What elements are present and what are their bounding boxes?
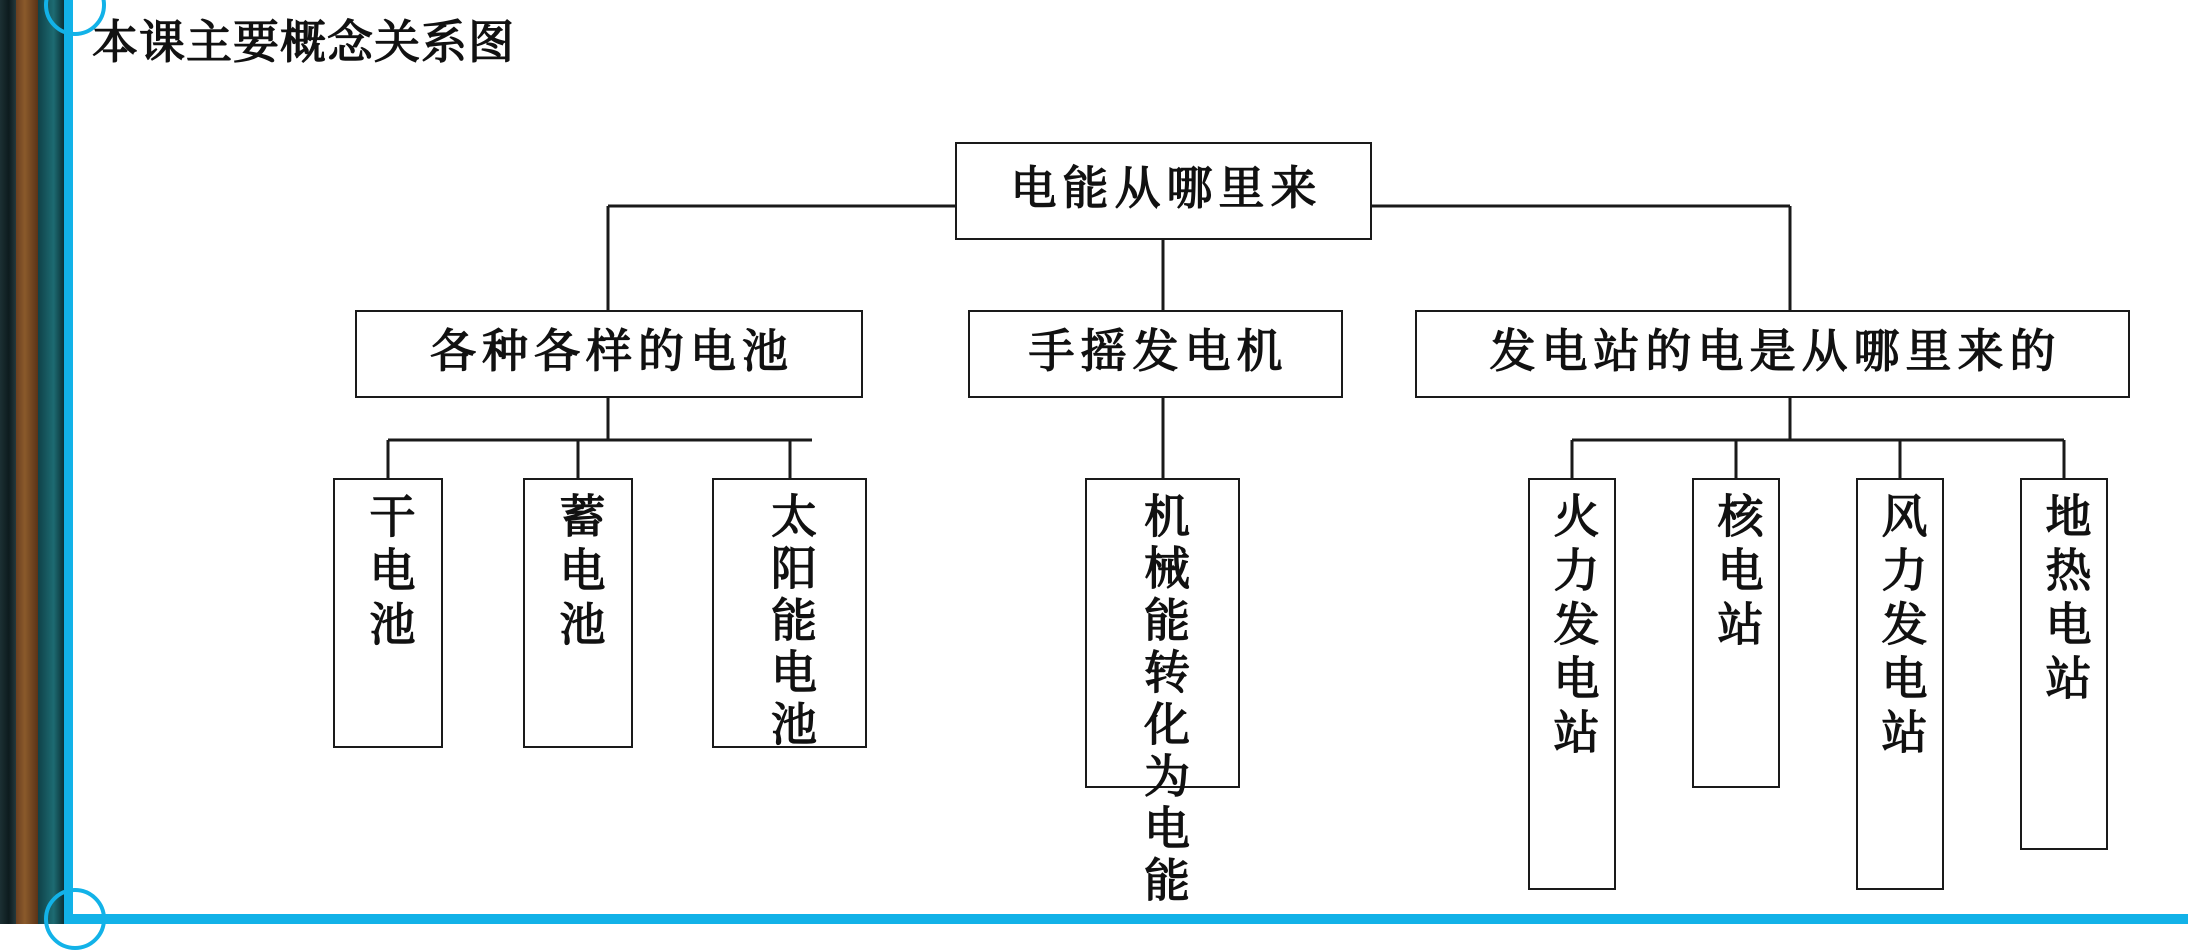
node-branch-hand-generator[interactable]: 手摇发电机 [968,310,1343,398]
node-geothermal-power-station[interactable]: 地热电站 [2020,478,2108,850]
node-thermal-power-station[interactable]: 火力发电站 [1528,478,1616,890]
node-nuclear-power-station[interactable]: 核电站 [1692,478,1780,788]
node-branch-batteries[interactable]: 各种各样的电池 [355,310,863,398]
node-solar-cell[interactable]: 太阳能电池 [712,478,867,748]
node-dry-cell[interactable]: 干电池 [333,478,443,748]
page-title: 本课主要概念关系图 [92,16,515,68]
node-wind-power-station[interactable]: 风力发电站 [1856,478,1944,890]
node-root[interactable]: 电能从哪里来 [955,142,1372,240]
node-branch-power-station[interactable]: 发电站的电是从哪里来的 [1415,310,2130,398]
node-storage-battery[interactable]: 蓄电池 [523,478,633,748]
node-mechanical-to-electric[interactable]: 机械能转化为电能 [1085,478,1240,788]
